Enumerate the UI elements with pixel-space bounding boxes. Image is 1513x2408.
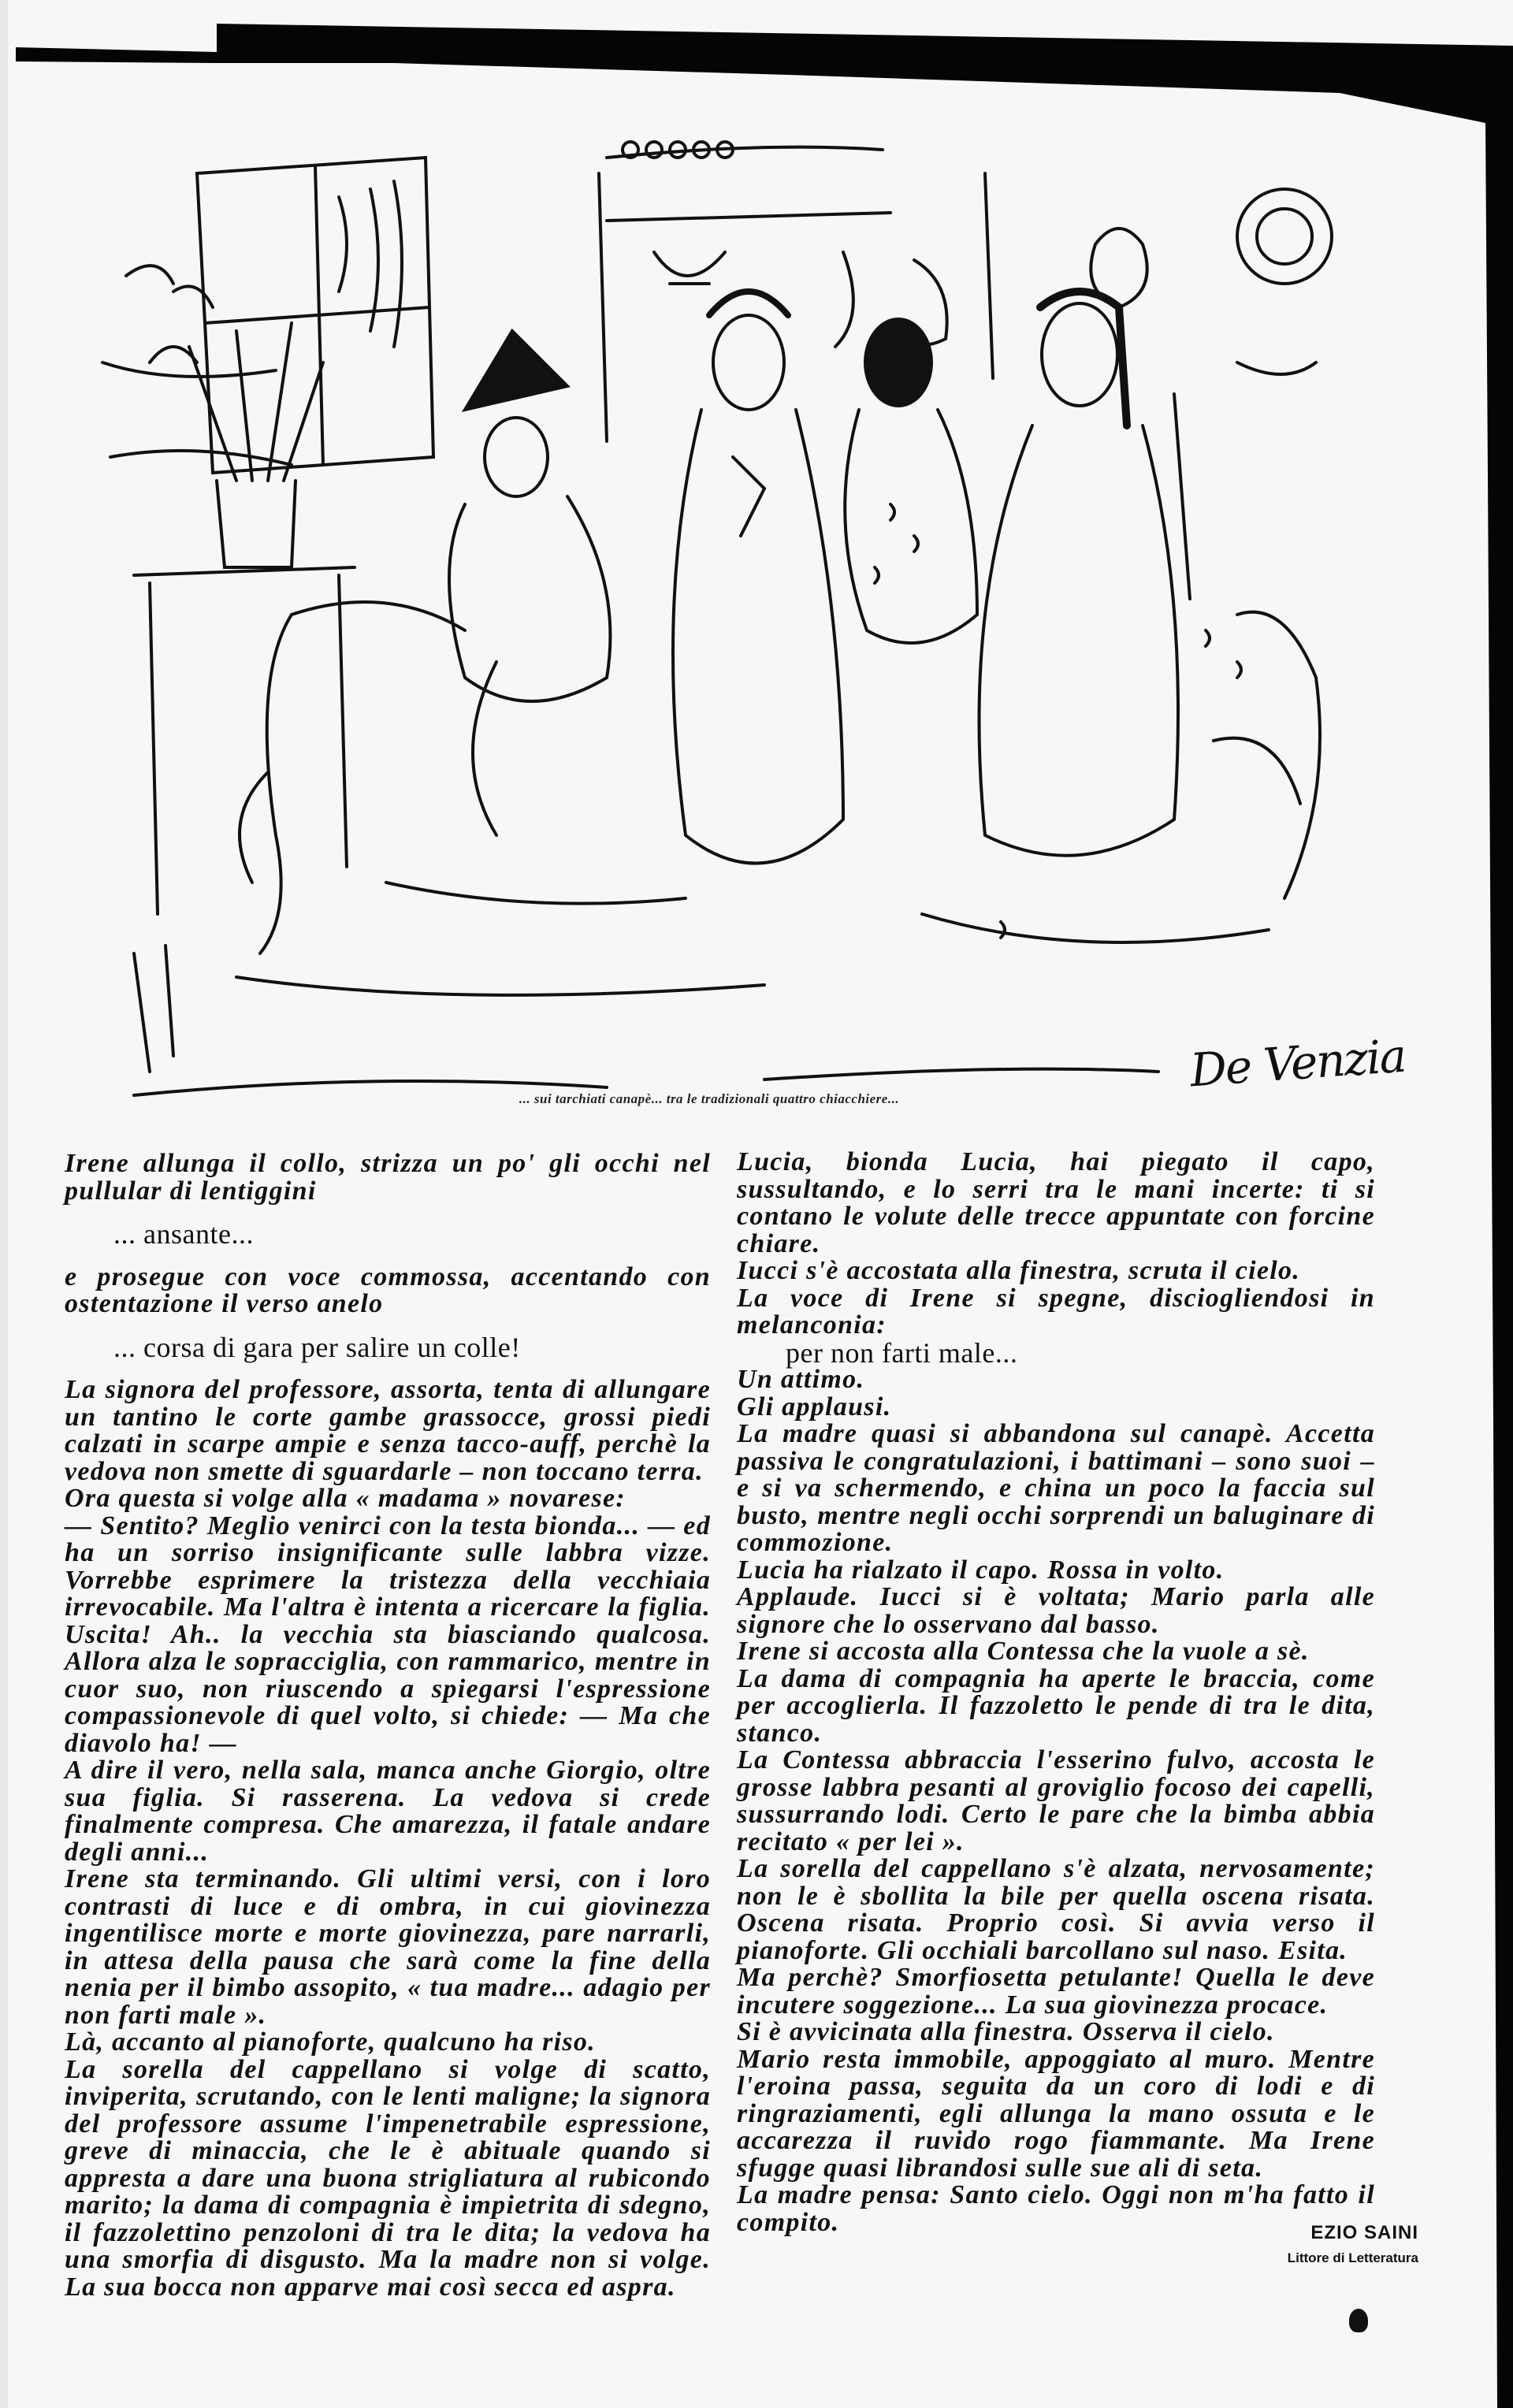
- window-drawing: [102, 158, 433, 473]
- ink-blot: [1349, 2309, 1368, 2332]
- paragraph: Un attimo.: [737, 1365, 865, 1394]
- paragraph: Ma perchè? Smorfiosetta petulante! Quella le deve incutere soggezione... La sua giovinezza procace.: [737, 1963, 1375, 2020]
- paragraph: La signora del professore, assorta, tenta di allungare un tantino le corte gambe grassocce, grossi piedi calzati in scarpe ampie e senza tacco-auff, perchè la vedova non smette di sguardarle – non toccano terra.: [65, 1375, 711, 1486]
- author-name: EZIO SAINI: [1310, 2222, 1418, 2243]
- author-title: Littore di Letteratura: [1287, 2250, 1418, 2265]
- artist-signature: De Venzia: [1188, 1028, 1407, 1098]
- paragraph: e prosegue con voce commossa, accentando con ostentazione il verso anelo: [65, 1262, 711, 1318]
- paragraph: Irene si accosta alla Contessa che la vuole a sè.: [737, 1637, 1310, 1666]
- four-women-drawing: [449, 292, 1178, 864]
- paragraph: Ora questa si volge alla « madama » novarese:: [65, 1484, 626, 1513]
- paragraph: Gli applausi.: [737, 1392, 892, 1421]
- paragraph: Irene allunga il collo, strizza un po' gli occhi nel pullular di lentiggini: [65, 1149, 711, 1206]
- verse-line: per non farti male...: [786, 1336, 1018, 1369]
- drawing-salon-scene: [55, 126, 1395, 1111]
- paragraph: La madre quasi si abbandona sul canapè. Accetta passiva le congratulazioni, i battimani – sono suoi – e si va schermendo, e china un poco la faccia sul busto, mentre negli occhi sorprendi un baluginare di commozione.: [737, 1419, 1375, 1557]
- paragraph: La sorella del cappellano s'è alzata, nervosamente; non le è sbollita la bile per quella oscena risata. Oscena risata. Proprio così. Si avvia verso il pianoforte. Gli occhiali barcollano sul naso. Esita.: [737, 1854, 1375, 1965]
- paragraph: Applaude. Iucci si è voltata; Mario parla alle signore che lo osservano dal basso.: [737, 1582, 1375, 1639]
- paragraph: La dama di compagnia ha aperte le braccia, come per accoglierla. Il fazzoletto le pende di tra le dita, stanco.: [737, 1663, 1375, 1748]
- paragraph: Si è avvicinata alla finestra. Osserva il cielo.: [737, 2017, 1275, 2046]
- paragraph: Lucia ha rialzato il capo. Rossa in volto.: [737, 1555, 1225, 1585]
- paragraph: La madre pensa: Santo cielo. Oggi non m'ha fatto il compito.: [737, 2180, 1375, 2237]
- paragraph: La voce di Irene si spegne, disciogliendosi in melanconia:: [737, 1283, 1375, 1340]
- paragraph: Là, accanto al pianoforte, qualcuno ha riso.: [65, 2027, 596, 2057]
- paragraph: La Contessa abbraccia l'esserino fulvo, accosta le grosse labbra pesanti al groviglio focoso dei capelli, sussurrando lodi. Certo le pare che la bimba abbia recitato « per lei ».: [737, 1745, 1375, 1856]
- paragraph: A dire il vero, nella sala, manca anche Giorgio, oltre sua figlia. Si rasserena. La vedova si crede finalmente compresa. Che amarezza, il fatale andare degli anni...: [65, 1756, 711, 1867]
- text-column-left: [65, 1150, 711, 2301]
- verse-line: ... corsa di gara per salire un colle!: [113, 1331, 521, 1363]
- shelf-crockery-drawing: [599, 142, 1332, 599]
- paragraph: Lucia, bionda Lucia, hai piegato il capo, sussultando, e lo serri tra le mani incerte: ti si contano le volute delle trecce appuntate con forcine chiare.: [737, 1147, 1375, 1258]
- paragraph: Mario resta immobile, appoggiato al muro. Mentre l'eroina passa, seguita da un coro di lodi e di ringraziamenti, egli allunga la mano ossuta e le accarezza il ruvido rogo fiammante. Ma Irene sfugge quasi librandosi sulle sue ali di seta.: [737, 2044, 1375, 2183]
- verse-line: ... ansante...: [113, 1218, 254, 1250]
- paragraph: La sorella del cappellano si volge di scatto, inviperita, scrutando, con le lenti maligne; la signora del professore assume l'impenetrabile espressione, greve di minaccia, che le è abituale quando si appresta a dare una buona strigliatura al rubicondo marito; la dama di compagnia è impietrita di sdegno, il fazzolettino penzoloni di tra le dita; la vedova ha una smorfia di disgusto. Ma la madre non si volge. La sua bocca non apparve mai così secca ed aspra.: [65, 2054, 711, 2302]
- paragraph: — Sentito? Meglio venirci con la testa bionda... — ed ha un sorriso insignificante sulle labbra vizze. Vorrebbe esprimere la tristezza della vecchiaia irrevocabile. Ma l'altra è intenta a ricercare la figlia. Uscita! Ah.. la vecchia sta biasciando qualcosa. Allora alza le sopracciglia, con rammarico, mentre in cuor suo, non riuscendo a spiegarsi l'espressione compassionevole di quel volto, si chiede: — Ma che diavolo ha! —: [65, 1511, 711, 1758]
- sofas-drawing: [134, 602, 1320, 1095]
- text-column-right: [737, 1149, 1375, 2236]
- paragraph: Iucci s'è accostata alla finestra, scruta il cielo.: [737, 1256, 1301, 1285]
- illustration-caption: ... sui tarchiati canapè... tra le tradizionali quattro chiacchiere...: [519, 1091, 900, 1106]
- paragraph: Irene sta terminando. Gli ultimi versi, con i loro contrasti di luce e di ombra, in cui giovinezza ingentilisce morte e morte giovinezza, pare narrarli, in attesa della pausa che sarà come la fine della nenia per il bimbo assopito, « tua madre... adagio per non farti male ».: [65, 1864, 711, 2030]
